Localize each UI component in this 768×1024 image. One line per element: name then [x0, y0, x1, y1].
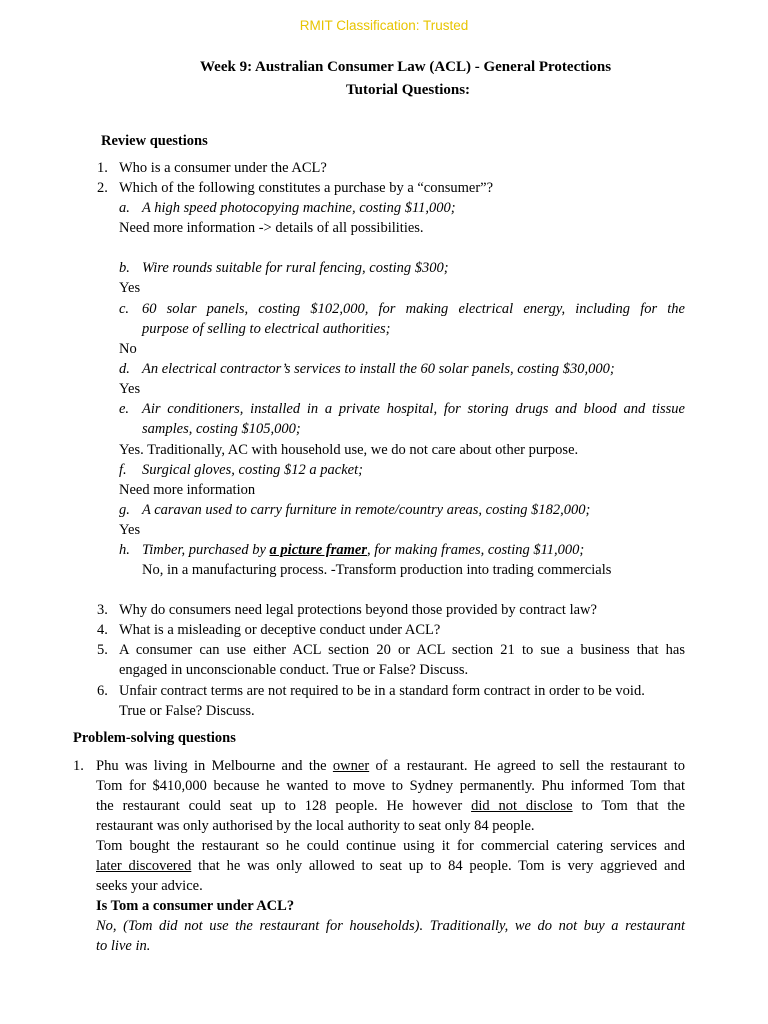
item-a-answer: Need more information -> details of all possibilities. [119, 220, 424, 236]
q5-text-line1: A consumer can use either ACL section 20 or ACL section 21 to sue a business that has [119, 642, 685, 658]
q2-number: 2. [97, 180, 108, 196]
item-h-text-after: , for making frames, costing $11,000; [367, 542, 585, 558]
item-c-text-line1: 60 solar panels, costing $102,000, for making electrical energy, including for the [142, 301, 685, 317]
item-h-text-before: Timber, purchased by [142, 542, 270, 558]
q6-text-line2: True or False? Discuss. [119, 703, 255, 719]
q1-text: Who is a consumer under the ACL? [119, 160, 327, 176]
item-b-letter: b. [119, 260, 130, 276]
item-e-text-line1: Air conditioners, installed in a private hospital, for storing drugs and blood and tissue [142, 401, 685, 417]
q3-text: Why do consumers need legal protections beyond those provided by contract law? [119, 602, 597, 618]
q5-number: 5. [97, 642, 108, 658]
item-a-letter: a. [119, 200, 130, 216]
item-b-answer: Yes [119, 280, 141, 296]
problem-line3-underlined: did not disclose [471, 798, 573, 814]
problem-line5: Tom bought the restaurant so he could continue using it for commercial catering services and [96, 838, 685, 854]
item-e-letter: e. [119, 401, 130, 417]
item-b-text: Wire rounds suitable for rural fencing, costing $300; [142, 260, 449, 276]
item-h-emphasis: a picture framer [269, 542, 368, 558]
problem-answer-line2: to live in. [96, 938, 151, 954]
problem-line1-underlined: owner [332, 758, 370, 774]
item-g-text: A caravan used to carry furniture in remote/country areas, costing $182,000; [142, 502, 591, 518]
problem-answer-line1: No, (Tom did not use the restaurant for households). Traditionally, we do not buy a restaurant [96, 918, 685, 934]
problem-line1-b: of a restaurant. He agreed to sell the restaurant to [369, 758, 685, 774]
problem-line3-a: the restaurant could seat up to 128 people. He however [96, 798, 472, 814]
item-e-answer: Yes. Traditionally, AC with household use, we do not care about other purpose. [119, 442, 579, 458]
q3-number: 3. [97, 602, 108, 618]
document-title: Week 9: Australian Consumer Law (ACL) - General Protections [200, 59, 612, 75]
item-d-letter: d. [119, 361, 130, 377]
item-g-letter: g. [119, 502, 130, 518]
item-h-letter: h. [119, 542, 130, 558]
item-d-text: An electrical contractor’s services to install the 60 solar panels, costing $30,000; [142, 361, 615, 377]
q4-text: What is a misleading or deceptive conduct under ACL? [119, 622, 441, 638]
problem-line3 [96, 797, 685, 815]
problem-line1-a: Phu was living in Melbourne and the [96, 758, 333, 774]
item-e-text-line2: samples, costing $105,000; [142, 421, 301, 437]
problem-line6-underlined: later discovered [96, 858, 192, 874]
problem-line2: Tom for $410,000 because he wanted to move to Sydney permanently. Phu informed Tom that [96, 778, 685, 794]
item-d-answer: Yes [119, 381, 141, 397]
problem-line1 [96, 757, 685, 775]
item-f-answer: Need more information [119, 482, 256, 498]
item-g-answer: Yes [119, 522, 141, 538]
q5-text-line2: engaged in unconscionable conduct. True or False? Discuss. [119, 662, 469, 678]
problem-line3-b: to Tom that the [572, 798, 685, 814]
item-c-answer: No [119, 341, 137, 357]
q6-number: 6. [97, 683, 108, 699]
item-f-text: Surgical gloves, costing $12 a packet; [142, 462, 363, 478]
document-subtitle: Tutorial Questions: [346, 82, 471, 98]
q4-number: 4. [97, 622, 108, 638]
problem-line6 [96, 857, 685, 875]
problem-line4: restaurant was only authorised by the local authority to seat only 84 people. [96, 818, 535, 834]
item-h-answer: No, in a manufacturing process. -Transform production into trading commercials [142, 562, 612, 578]
review-heading: Review questions [101, 133, 208, 149]
item-c-text-line2: purpose of selling to electrical authorities; [142, 321, 391, 337]
q2-text: Which of the following constitutes a purchase by a “consumer”? [119, 180, 494, 196]
q1-number: 1. [97, 160, 108, 176]
problem-line6-b: that he was only allowed to seat up to 84 people. Tom is very aggrieved and [191, 858, 685, 874]
problem-line7: seeks your advice. [96, 878, 203, 894]
q6-text-line1: Unfair contract terms are not required to be in a standard form contract in order to be void. [119, 683, 645, 699]
classification-label: RMIT Classification: Trusted [299, 18, 469, 33]
item-h-text [142, 541, 584, 559]
item-f-letter: f. [119, 462, 127, 478]
problem-heading: Problem-solving questions [73, 730, 236, 746]
item-a-text: A high speed photocopying machine, costing $11,000; [142, 200, 456, 216]
problem-number: 1. [73, 758, 84, 774]
item-c-letter: c. [119, 301, 130, 317]
problem-question: Is Tom a consumer under ACL? [96, 898, 295, 914]
